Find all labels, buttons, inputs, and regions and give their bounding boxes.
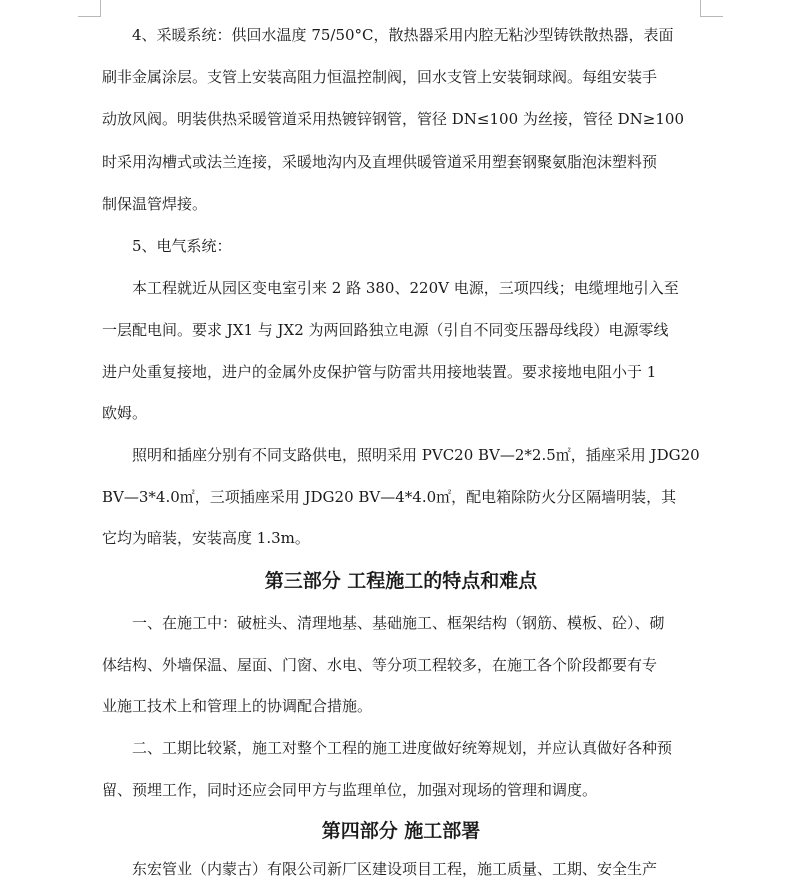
page-corner-mark-left: [78, 0, 101, 17]
text-line: 制保温管焊接。: [102, 195, 208, 213]
text-line: 动放风阀。明装供热采暖管道采用热镀锌钢管，管径 DN≤100 为丝接，管径 DN≥100: [102, 110, 685, 128]
text-line: 留、预埋工作，同时还应会同甲方与监理单位，加强对现场的管理和调度。: [102, 781, 598, 799]
text-line: 刷非金属涂层。支管上安装高阻力恒温控制阀，回水支管上安装铜球阀。每组安装手: [102, 68, 658, 86]
text-line: 东宏管业（内蒙古）有限公司新厂区建设项目工程，施工质量、工期、安全生产: [132, 860, 658, 878]
text-line: 一层配电间。要求 JX1 与 JX2 为两回路独立电源（引自不同变压器母线段）电源零线: [102, 321, 669, 339]
section-heading: 第四部分 施工部署: [321, 820, 481, 842]
text-line: 它均为暗装，安装高度 1.3m。: [102, 529, 310, 547]
page-corner-mark-right: [700, 0, 723, 17]
text-line: 照明和插座分别有不同支路供电，照明采用 PVC20 BV—2*2.5㎡，插座采用 JDG20: [132, 446, 700, 464]
text-line: 二、工期比较紧，施工对整个工程的施工进度做好统筹规划，并应认真做好各种预: [132, 739, 673, 757]
text-line: 5、电气系统：: [132, 237, 232, 255]
text-line: 本工程就近从园区变电室引来 2 路 380、220V 电源，三项四线；电缆埋地引入至: [132, 279, 679, 297]
text-line: 业施工技术上和管理上的协调配合措施。: [102, 697, 373, 715]
text-line: 进户处重复接地，进户的金属外皮保护管与防雷共用接地装置。要求接地电阻小于 1: [102, 363, 657, 381]
text-line: 欧姆。: [102, 404, 148, 422]
text-line: 一、在施工中：破桩头、清理地基、基础施工、框架结构（钢筋、模板、砼）、砌: [132, 614, 665, 632]
section-heading: 第三部分 工程施工的特点和难点: [264, 570, 538, 592]
text-line: 体结构、外墙保温、屋面、门窗、水电、等分项工程较多，在施工各个阶段都要有专: [102, 656, 658, 674]
text-line: BV—3*4.0㎡，三项插座采用 JDG20 BV—4*4.0㎡，配电箱除防火分区隔墙明装，其: [102, 488, 677, 506]
text-line: 时采用沟槽式或法兰连接，采暖地沟内及直埋供暖管道采用塑套钢聚氨脂泡沫塑料预: [102, 153, 658, 171]
text-line: 4、采暖系统：供回水温度 75/50°C，散热器采用内腔无粘沙型铸铁散热器，表面: [132, 26, 674, 44]
